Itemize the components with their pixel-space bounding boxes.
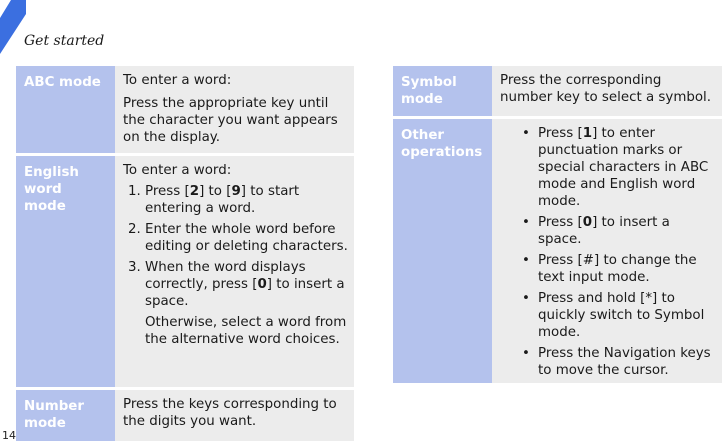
english-step-3-note: Otherwise, select a word from the alternative word choices. xyxy=(145,315,347,347)
other-operations-list xyxy=(520,125,716,379)
english-steps-list xyxy=(123,183,348,348)
hash-key-icon: # xyxy=(582,253,594,268)
key-2: 2 xyxy=(189,184,200,199)
row-symbol-mode xyxy=(393,66,722,116)
key-9: 9 xyxy=(231,184,241,199)
content-number-mode: Press the keys corresponding to the digits you want. xyxy=(115,387,354,441)
abc-intro: To enter a word: xyxy=(123,73,232,88)
left-input-modes-table xyxy=(16,66,354,441)
op-item-1: • Press [1] to enter punctuation marks or special characters in ABC mode and English word mode. xyxy=(538,125,716,210)
key-1: 1 xyxy=(582,126,593,141)
key-0: 0 xyxy=(257,277,267,292)
op-item-3: • Press [#] to change the text input mode. xyxy=(538,252,716,286)
row-number-mode xyxy=(16,387,354,441)
english-intro: To enter a word: xyxy=(123,163,232,178)
abc-text: Press the appropriate key until the character you want appears on the display. xyxy=(123,96,338,145)
chapter-tab-accent xyxy=(0,0,26,54)
page-number: 14 xyxy=(2,429,16,442)
label-other-operations: Other operations xyxy=(393,116,492,383)
label-abc-mode: ABC mode xyxy=(16,66,115,153)
row-other-operations xyxy=(393,116,722,383)
key-0: 0 xyxy=(582,215,593,230)
op-item-4: • Press and hold [*] to quickly switch to Symbol mode. xyxy=(538,290,716,341)
english-step-2: 2. Enter the whole word before editing or deleting characters. xyxy=(145,221,348,255)
english-step-3: 3. When the word displays correctly, press [0] to insert a space. Otherwise, select a word from the alternative word choices. xyxy=(145,259,348,348)
op-item-5: • Press the Navigation keys to move the cursor. xyxy=(538,345,716,379)
content-english-word-mode xyxy=(115,153,354,387)
right-operations-table xyxy=(393,66,722,383)
label-english-word-mode: English word mode xyxy=(16,153,115,387)
op-item-2: • Press [0] to insert a space. xyxy=(538,214,716,248)
star-key-icon: * xyxy=(645,291,653,306)
label-symbol-mode: Symbol mode xyxy=(393,66,492,116)
label-number-mode: Number mode xyxy=(16,387,115,441)
row-abc-mode xyxy=(16,66,354,153)
english-step-1: 1. Press [2] to [9] to start entering a word. xyxy=(145,183,348,217)
content-abc-mode xyxy=(115,66,354,153)
content-other-operations xyxy=(492,116,722,383)
content-symbol-mode: Press the corresponding number key to select a symbol. xyxy=(492,66,722,116)
page-header-title: Get started xyxy=(24,33,105,49)
row-english-word-mode xyxy=(16,153,354,387)
